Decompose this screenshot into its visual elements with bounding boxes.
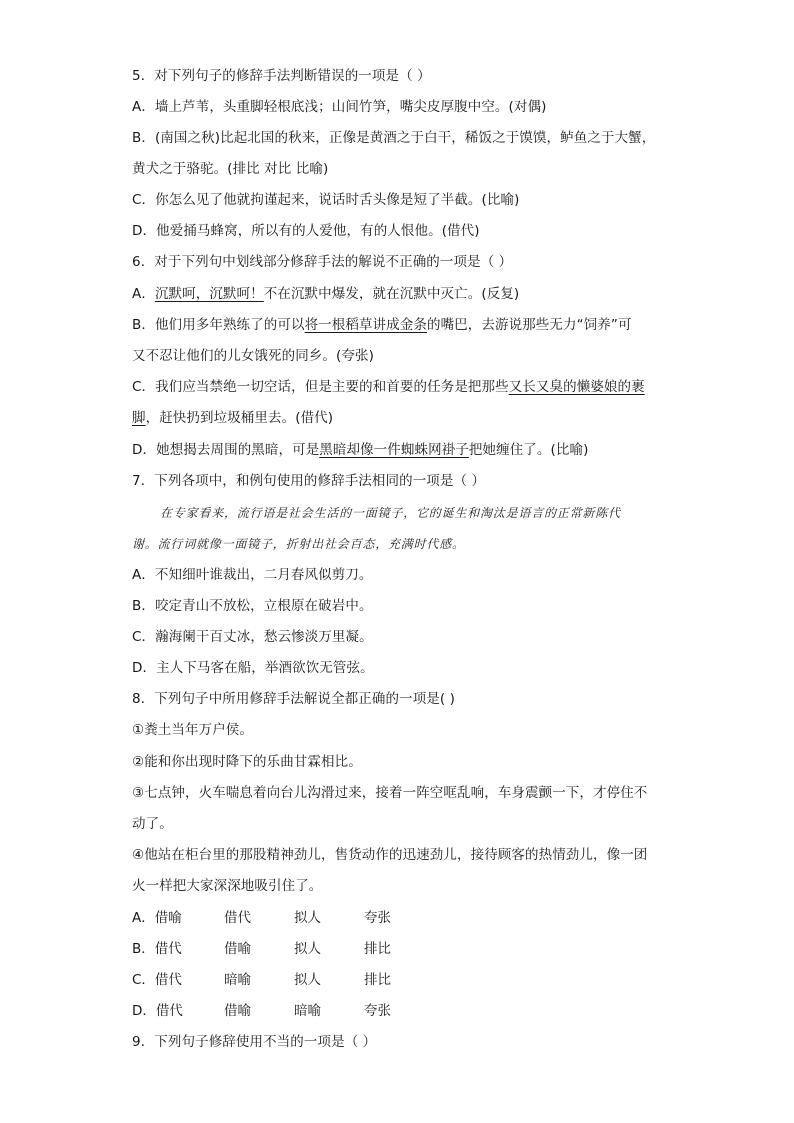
question-8-sentence-4-line2: 火一样把大家深深地吸引住了。: [132, 878, 323, 894]
question-5-stem: 5．对下列句子的修辞手法判断错误的一项是（ ）: [132, 68, 431, 84]
question-5-option-b-line1: B．(南国之秋)比起北国的秋来，正像是黄酒之于白干，稀饭之于馍馍，鲈鱼之于大蟹，: [132, 130, 656, 146]
option-term: 拟人: [294, 910, 321, 926]
option-label: D．借代: [132, 1003, 183, 1019]
question-6-option-b-line2: 又不忍让他们的儿女饿死的同乡。(夸张): [132, 348, 374, 364]
option-term: 排比: [364, 972, 391, 988]
underlined-phrase: 将一根稻草讲成金条: [304, 317, 427, 333]
question-7-option-a: A．不知细叶谁裁出，二月春风似剪刀。: [132, 567, 373, 583]
question-7-option-b: B．咬定青山不放松，立根原在破岩中。: [132, 598, 373, 614]
question-8-sentence-3-line2: 动了。: [132, 816, 173, 832]
question-6-stem: 6．对于下列句中划线部分修辞手法的解说不正确的一项是（ ）: [132, 254, 513, 270]
question-6-option-c-line2: [132, 408, 672, 428]
underlined-phrase: 又长又臭的懒婆娘的裹: [508, 379, 645, 395]
question-5-option-c: C．你怎么见了他就拘谨起来，说话时舌头像是短了半截。(比喻): [132, 192, 520, 208]
option-term: 暗喻: [224, 972, 251, 988]
option-term: 排比: [364, 941, 391, 957]
question-6-option-d: [132, 440, 672, 460]
option-term: 借喻: [224, 1003, 251, 1019]
option-text: C．我们应当禁绝一切空话，但是主要的和首要的任务是把那些: [132, 379, 509, 395]
underlined-phrase: 脚: [132, 410, 146, 426]
option-text: B．他们用多年熟练了的可以: [132, 317, 305, 333]
question-7-stem: 7．下列各项中，和例句使用的修辞手法相同的一项是（ ）: [132, 473, 486, 489]
question-7-option-d: D．主人下马客在船，举酒欲饮无管弦。: [132, 660, 374, 676]
question-5-option-b-line2: 黄犬之于骆驼。(排比 对比 比喻): [132, 161, 329, 177]
option-term: 拟人: [294, 941, 321, 957]
option-text: ，赶快扔到垃圾桶里去。(借代): [145, 410, 334, 426]
option-text: 不在沉默中爆发，就在沉默中灭亡。(反复): [263, 286, 520, 302]
question-6-option-a: [132, 284, 672, 304]
question-5-option-a: A．墙上芦苇，头重脚轻根底浅；山间竹笋，嘴尖皮厚腹中空。(对偶): [132, 99, 547, 115]
option-term: 借代: [224, 910, 251, 926]
option-label: A．借喻: [132, 910, 182, 926]
question-7-example-line1: 在专家看来，流行语是社会生活的一面镜子，它的诞生和淘汰是语言的正常新陈代: [160, 506, 621, 520]
question-8-sentence-1: ①粪土当年万户侯。: [132, 722, 254, 738]
question-8-sentence-3-line1: ③七点钟，火车喘息着向台儿沟滑过来，接着一阵空哐乱响，车身震颤一下，才停住不: [132, 785, 648, 801]
question-6-option-b-line1: [132, 315, 672, 335]
question-8-stem: 8．下列句子中所用修辞手法解说全都正确的一项是( ): [132, 691, 456, 707]
option-label: C．借代: [132, 972, 182, 988]
question-7-option-c: C．瀚海阑干百丈冰，愁云惨淡万里凝。: [132, 629, 373, 645]
option-text: 的嘴巴，去游说那些无力“饲养”可: [426, 317, 632, 333]
question-8-sentence-4-line1: ④他站在柜台里的那股精神劲儿，售货动作的迅速劲儿，接待顾客的热情劲儿，像一团: [132, 847, 648, 863]
underlined-phrase: 沉默呵，沉默呵！: [154, 286, 264, 302]
underlined-phrase: 黑暗却像一件蜘蛛网褂子: [319, 442, 469, 458]
question-5-option-d: D．他爱捅马蜂窝，所以有的人爱他，有的人恨他。(借代): [132, 223, 480, 239]
option-term: 夸张: [364, 1003, 391, 1019]
option-text: 把她缠住了。(比喻): [468, 442, 589, 458]
option-term: 暗喻: [294, 1003, 321, 1019]
option-term: 拟人: [294, 972, 321, 988]
option-term: 借喻: [224, 941, 251, 957]
question-9-stem: 9．下列句子修辞使用不当的一项是（ ）: [132, 1034, 377, 1050]
option-term: 夸张: [364, 910, 391, 926]
option-text: D．她想揭去周围的黑暗，可是: [132, 442, 320, 458]
option-label: A．: [132, 286, 155, 302]
option-label: B．借代: [132, 941, 182, 957]
question-7-example-line2: 谢。流行词就像一面镜子，折射出社会百态，充满时代感。: [132, 537, 465, 551]
question-8-sentence-2: ②能和你出现时降下的乐曲甘霖相比。: [132, 754, 362, 770]
question-6-option-c-line1: [132, 377, 672, 397]
